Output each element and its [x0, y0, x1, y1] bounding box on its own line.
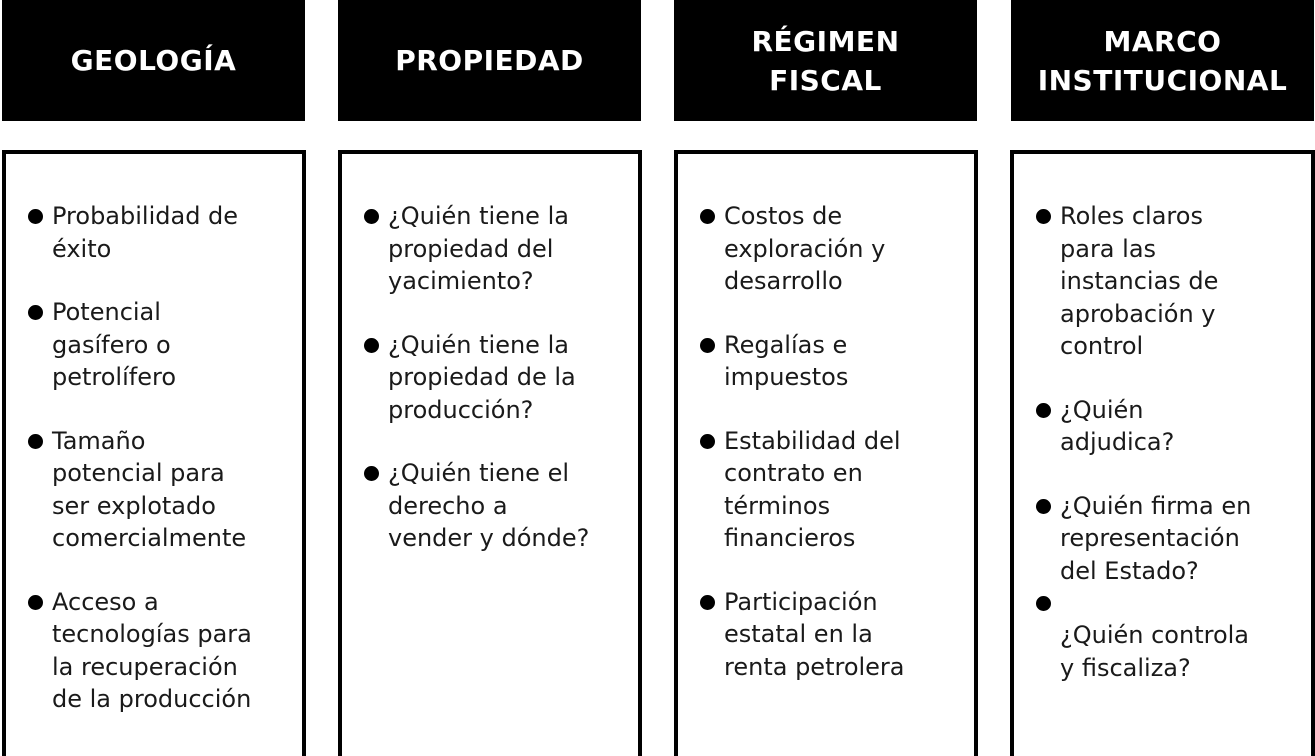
list-item	[700, 586, 968, 684]
header-propiedad-title: PROPIEDAD	[395, 44, 584, 77]
list-item	[700, 425, 968, 555]
item-text: ¿Quién controla y fiscaliza?	[1060, 621, 1250, 682]
bullet-icon	[28, 595, 43, 610]
item-text: ¿Quién tiene la propiedad de la producción?	[388, 330, 576, 424]
list-item	[364, 200, 632, 298]
list-marco-institucional	[1036, 200, 1305, 715]
item-text: Acceso a tecnologías para la recuperación de la producción	[52, 587, 252, 713]
item-text: Participación estatal en la renta petrolera	[724, 587, 905, 681]
list-item	[28, 586, 296, 716]
bullet-icon	[1036, 403, 1051, 418]
item-text: ¿Quién firma en representación del Estado?	[1060, 491, 1252, 585]
list-item	[1036, 587, 1305, 684]
header-marco-institucional	[1011, 0, 1314, 121]
header-regimen-fiscal	[674, 0, 977, 121]
list-propiedad	[364, 200, 632, 586]
bullet-icon	[364, 338, 379, 353]
list-item	[28, 425, 296, 555]
list-item	[28, 296, 296, 394]
header-marco-institucional-title: MARCO INSTITUCIONAL	[1037, 24, 1288, 97]
item-text: Tamaño potencial para ser explotado comercialmente	[52, 426, 247, 552]
bullet-icon	[364, 209, 379, 224]
panel-geologia	[2, 150, 306, 756]
bullet-icon	[1036, 499, 1051, 514]
bullet-icon	[1036, 209, 1051, 224]
item-text: ¿Quién adjudica?	[1060, 395, 1175, 456]
list-item	[28, 200, 296, 265]
panel-regimen-fiscal	[674, 150, 978, 756]
list-item	[364, 457, 632, 555]
bullet-icon	[700, 338, 715, 353]
list-item	[364, 329, 632, 427]
list-geologia	[28, 200, 296, 747]
list-item	[1036, 490, 1305, 588]
bullet-icon	[28, 305, 43, 320]
bullet-icon	[28, 434, 43, 449]
bullet-icon	[700, 595, 715, 610]
list-item	[1036, 200, 1305, 363]
list-item	[1036, 394, 1305, 459]
panel-marco-institucional	[1010, 150, 1315, 756]
item-text: Probabilidad de éxito	[52, 202, 239, 263]
header-regimen-fiscal-title: RÉGIMEN FISCAL	[751, 24, 900, 97]
list-regimen-fiscal	[700, 200, 968, 714]
bullet-icon	[700, 434, 715, 449]
bullet-icon	[700, 209, 715, 224]
bullet-icon	[28, 209, 43, 224]
item-text: Potencial gasífero o petrolífero	[52, 298, 177, 391]
header-propiedad	[338, 0, 641, 121]
item-text: Regalías e impuestos	[724, 330, 849, 391]
bullet-icon	[1036, 596, 1051, 611]
item-text: ¿Quién tiene la propiedad del yacimiento?	[388, 202, 569, 295]
item-text: Costos de exploración y desarrollo	[724, 202, 886, 295]
item-text: Estabilidad del contrato en términos financieros	[724, 426, 901, 552]
list-item	[700, 329, 968, 394]
bullet-icon	[364, 466, 379, 481]
header-geologia-title: GEOLOGÍA	[70, 44, 237, 77]
item-text: Roles claros para las instancias de aprobación y control	[1060, 202, 1219, 360]
list-item	[700, 200, 968, 298]
header-geologia	[2, 0, 305, 121]
panel-propiedad	[338, 150, 642, 756]
item-text: ¿Quién tiene el derecho a vender y dónde?	[388, 459, 590, 552]
